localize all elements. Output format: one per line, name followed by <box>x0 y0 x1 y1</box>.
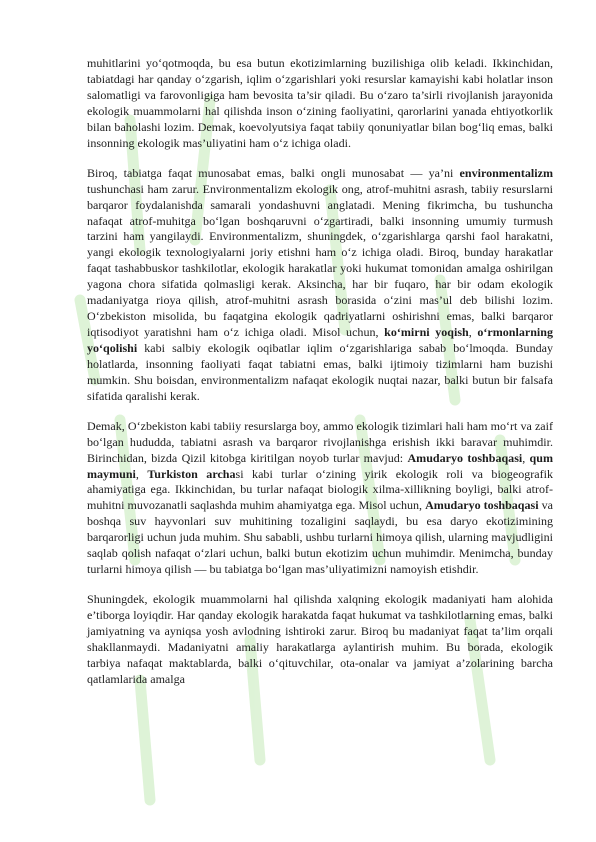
bold-term: Amudaryo toshbaqasi <box>425 498 539 513</box>
paragraph-text: , <box>135 466 148 481</box>
paragraph-text: Biroq, tabiatga faqat munosabat emas, balki ongli munosabat — ya’ni <box>87 165 460 180</box>
bold-term: qum maymuni <box>87 450 553 481</box>
paragraph-text: va boshqa suv hayvonlari suv muhitining tozaligini saqlaydi, bu esa daryo ekotizimining barqarorligi uchun juda muhim. Shu sababli, ushbu turlarni himoya qilish, ularning mavjudligini saqlab qolish nafaqat o‘zlari uchun, balki butun ekotizim uchun muhimdir. Menimcha, bunday turlarni himoya qilish — bu tabiatga bo‘lgan mas’uliyatimizni namoyish etishdir. <box>87 498 553 576</box>
paragraph-text: muhitlarini yo‘qotmoqda, bu esa butun ekotizimlarning buzilishiga olib keladi. Ikkinchidan, tabiatdagi har qanday o‘zgarish, iqlim o‘zgarishlari yoki resurslar kamayishi kabi holatlar inson salomatligi va farovonligiga ham bevosita ta’sir qiladi. Bu o‘zaro ta’sirli rivojlanish jarayonida ekologik muammolarni hal qilishda inson o‘zining faoliyatini, qarorlarini yanada ehtiyotkorlik bilan baholashi lozim. Demak, koevolyutsiya faqat tabiiy qonuniyatlar bilan bog‘liq emas, balki insonning ekologik mas’uliyatini ham o‘z ichiga oladi. <box>87 56 553 150</box>
paragraph-text: si kabi turlar o‘zining yirik ekologik roli va biogeografik ahamiyatiga ega. Ikkinchidan, bu turlar nafaqat biologik xilma-xillikning boyligi, balki atrof-muhitni muvozanatli saqlashda muhim ahamiyatga ega. Misol uchun, <box>87 466 553 513</box>
paragraph-text: Demak, O‘zbekiston kabi tabiiy resurslarga boy, ammo ekologik tizimlari hali ham mo‘rt va zaif bo‘lgan hududda, tabiatni asrash va barqaror rivojlanishga erishish ikki baravar muhimdir. Birinchidan, bizda Qizil kitobga kiritilgan noyob turlar mavjud: <box>87 418 553 465</box>
document-page <box>87 56 553 702</box>
bold-term: Amudaryo toshbaqasi <box>407 450 523 465</box>
paragraph-text: kabi salbiy ekologik oqibatlar iqlim o‘zgarishlariga sabab bo‘lmoqda. Bunday holatlarda, insonning faoliyati faqat tabiatni emas, balki ijtimoiy tizimlarni ham buzishi mumkin. Shu boisdan, environmentalizm nafaqat ekologik nuqtai nazar, balki butun bir falsafa sifatida qaralishi kerak. <box>87 340 553 403</box>
body-paragraph <box>87 419 553 578</box>
paragraph-text: tushunchasi ham zarur. Environmentalizm ekologik ong, atrof-muhitni asrash, tabiiy resurslarni barqaror foydalanishda samarali yondashuvni anglatadi. Mening fikrimcha, bu tushuncha nafaqat atrof-muhitga bo‘lgan boshqaruvni o‘zgartiradi, balki insonning umumiy turmush tarzini ham yangilaydi. Environmentalizm, shuningdek, o‘zgarishlarga qarshi faol harakatni, yangi ekologik texnologiyalarni joriy etishni ham o‘z ichiga oladi. Biroq, bunday harakatlar faqat tashabbuskor tashkilotlar, ekologik harakatlar yoki hukumat tomonidan amalga oshirilgan yagona chora sifatida qolmasligi kerak. Aksincha, har bir fuqaro, har bir odam ekologik madaniyatga rioya qilish, atrof-muhitni asrash borasida o‘zini mas’ul deb bilishi lozim. O‘zbekiston misolida, bu faqatgina ekologik qadriyatlarni oshirishni emas, balki barqaror iqtisodiyot yaratishni ham o‘z ichiga oladi. Misol uchun, <box>87 181 553 339</box>
bold-term: ko‘mirni yoqish <box>384 324 469 339</box>
body-paragraph <box>87 592 553 687</box>
bold-term: o‘rmonlarning yo‘qolishi <box>87 324 553 355</box>
paragraph-text: , <box>522 450 530 465</box>
bold-term: Turkiston archa <box>147 466 236 481</box>
body-paragraph <box>87 166 553 405</box>
paragraph-text: , <box>468 324 478 339</box>
paragraph-text: Shuningdek, ekologik muammolarni hal qilishda xalqning ekologik madaniyati ham alohida e’tiborga loyiqdir. Har qanday ekologik harakatda faqat hukumat va tashkilotlarning emas, balki jamiyatning va ayniqsa yosh avlodning ishtiroki zarur. Biroq bu madaniyat faqat ta’lim orqali shakllanmaydi. Madaniyatni amaliy harakatlarga aylantirish muhim. Bu borada, ekologik tarbiya nafaqat maktablarda, balki o‘qituvchilar, ota-onalar va jamiyat a’zolarining barcha qatlamlarida amalga <box>87 592 553 686</box>
body-paragraph <box>87 56 553 151</box>
bold-term: environmentalizm <box>459 165 553 180</box>
